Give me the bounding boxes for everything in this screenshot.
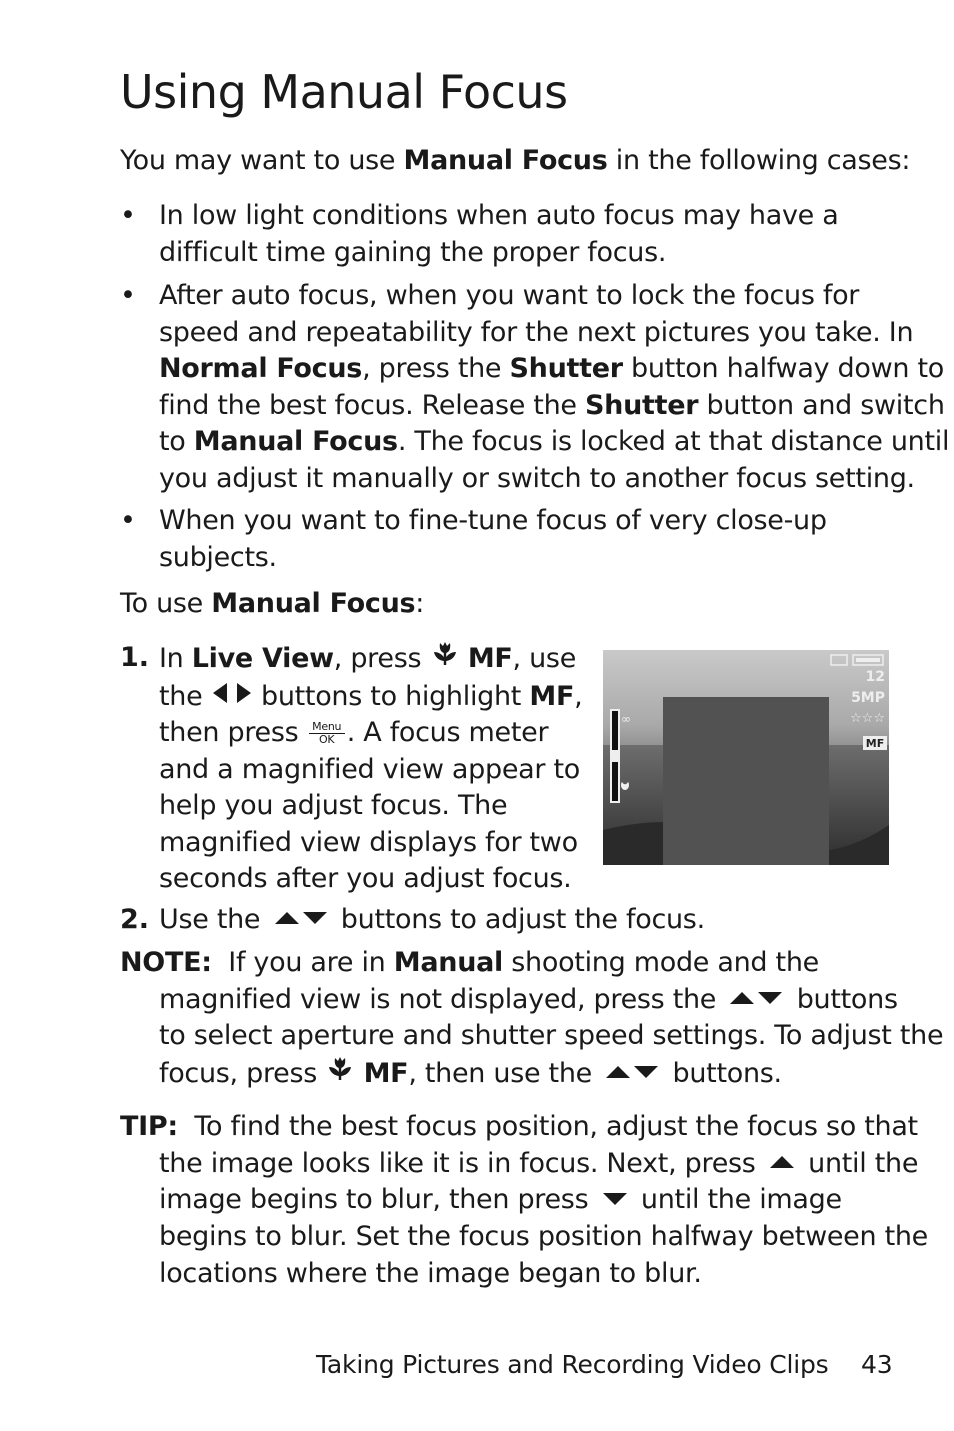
tip-line — [120, 1109, 928, 1146]
text: If you are in — [211, 947, 394, 978]
lcd-quality-stars: ☆☆☆ — [850, 711, 885, 726]
page-title: Using Manual Focus — [120, 65, 568, 119]
bullet-item-after-autofocus — [159, 278, 949, 497]
bullet-line: In low light conditions when auto focus may have a — [159, 200, 839, 231]
bullet-line: you adjust it manually or switch to another focus setting. — [159, 462, 915, 494]
lcd-shot-count: 12 — [865, 669, 885, 685]
text: the — [159, 680, 211, 712]
tip-label: TIP: — [120, 1111, 178, 1142]
text: magnified view is not displayed, press the — [159, 983, 725, 1015]
note-line: to select aperture and shutter speed settings. To adjust the — [159, 1020, 944, 1052]
bold-term: Shutter — [585, 389, 699, 421]
tip-line — [120, 1182, 928, 1219]
bold-term: Live View — [191, 642, 334, 674]
text: buttons. — [664, 1057, 782, 1089]
text: , — [574, 680, 583, 712]
text: then press — [159, 717, 307, 749]
bullet-line — [159, 351, 949, 388]
to-use-heading — [120, 586, 424, 623]
bold-term: Shutter — [509, 353, 623, 384]
note-line — [120, 1055, 943, 1094]
step-1 — [159, 640, 582, 898]
text: find the best focus. Release the — [159, 389, 586, 421]
bullet-mark: • — [120, 505, 136, 536]
tip-line: begins to blur. Set the focus position halfway between the — [159, 1221, 928, 1252]
intro-paragraph — [120, 143, 910, 180]
bullet-line: subjects. — [159, 541, 277, 573]
up-down-arrows-icon — [600, 1056, 664, 1093]
text: To find the best focus position, adjust the focus so that — [177, 1111, 918, 1142]
step-number: 2. — [120, 904, 150, 935]
text: buttons to adjust the focus. — [332, 904, 705, 935]
macro-flower-icon — [325, 1055, 355, 1094]
intro-text: You may want to use — [120, 145, 404, 176]
bold-term: Manual Focus — [211, 588, 416, 619]
macro-flower-icon — [430, 640, 460, 679]
step-line — [159, 640, 582, 679]
tip-line — [120, 1146, 928, 1183]
tip-block — [120, 1109, 928, 1292]
ok-label: OK — [319, 733, 335, 747]
svg-text:∞: ∞ — [621, 712, 631, 726]
text: : — [415, 588, 425, 619]
step-number: 1. — [120, 642, 150, 673]
bold-term: Normal Focus — [159, 353, 363, 384]
text: , use — [512, 642, 577, 674]
step-2 — [159, 902, 705, 939]
step-line — [159, 715, 582, 752]
bullet-mark: • — [120, 280, 136, 311]
text: Use the — [159, 904, 269, 935]
text: shooting mode and the — [503, 947, 819, 978]
bold-term: MF — [529, 680, 575, 712]
menu-label: Menu — [309, 721, 345, 734]
bold-term: Manual — [393, 947, 503, 978]
step-line — [159, 679, 582, 716]
text: focus, press — [159, 1057, 326, 1089]
footer-chapter-title: Taking Pictures and Recording Video Clips — [316, 1350, 829, 1379]
text: To use — [120, 588, 212, 619]
up-down-arrows-icon — [724, 982, 788, 1019]
bold-term: MF — [467, 642, 513, 674]
down-arrow-icon — [597, 1183, 633, 1220]
text: buttons — [788, 983, 898, 1015]
text: , press — [333, 642, 430, 674]
step-line: help you adjust focus. The — [159, 790, 508, 822]
bullet-line — [159, 388, 949, 425]
text: the image looks like it is in focus. Next, press — [159, 1147, 764, 1179]
bullet-line — [159, 424, 949, 461]
intro-text-end: in the following cases: — [607, 145, 911, 176]
intro-bold: Manual Focus — [403, 145, 608, 176]
bullet-line: When you want to fine-tune focus of very close-up — [159, 505, 827, 536]
text: until the — [799, 1147, 919, 1179]
up-down-arrows-icon — [269, 902, 333, 939]
text: button halfway down to — [622, 353, 944, 384]
step-line: magnified view displays for two — [159, 826, 578, 858]
bullet-line: speed and repeatability for the next pictures you take. In — [159, 316, 914, 348]
text: buttons to highlight — [252, 680, 530, 712]
bullet-line: After auto focus, when you want to lock the focus for — [159, 280, 860, 311]
bold-term: MF — [363, 1057, 409, 1089]
text: , press the — [362, 353, 510, 384]
step-line: seconds after you adjust focus. — [159, 863, 572, 895]
text: image begins to blur, then press — [159, 1184, 597, 1216]
bullet-mark: • — [120, 200, 136, 231]
bold-term: Manual Focus — [193, 426, 398, 457]
step-line: and a magnified view appear to — [159, 753, 580, 785]
page-number: 43 — [861, 1350, 893, 1379]
camera-lcd-screenshot — [603, 650, 889, 865]
note-label: NOTE: — [120, 947, 212, 978]
text: to — [159, 426, 194, 457]
text: until the image — [632, 1184, 842, 1216]
left-right-arrows-icon — [211, 679, 253, 716]
tip-line: locations where the image began to blur. — [159, 1257, 702, 1289]
text: . A focus meter — [346, 717, 549, 749]
note-line — [120, 945, 943, 982]
bullet-item-close-up — [159, 503, 827, 576]
text: . The focus is locked at that distance until — [397, 426, 950, 457]
note-block — [120, 945, 943, 1093]
note-line — [120, 982, 943, 1019]
text: In — [159, 642, 192, 674]
text: , then use the — [408, 1057, 601, 1089]
up-arrow-icon — [764, 1146, 800, 1183]
lcd-resolution: 5MP — [851, 690, 885, 706]
bullet-item-low-light — [159, 198, 839, 271]
text: button and switch — [698, 389, 945, 421]
menu-ok-icon — [309, 721, 345, 746]
bullet-line: difficult time gaining the proper focus. — [159, 236, 667, 268]
lcd-focus-mode: MF — [865, 737, 885, 750]
